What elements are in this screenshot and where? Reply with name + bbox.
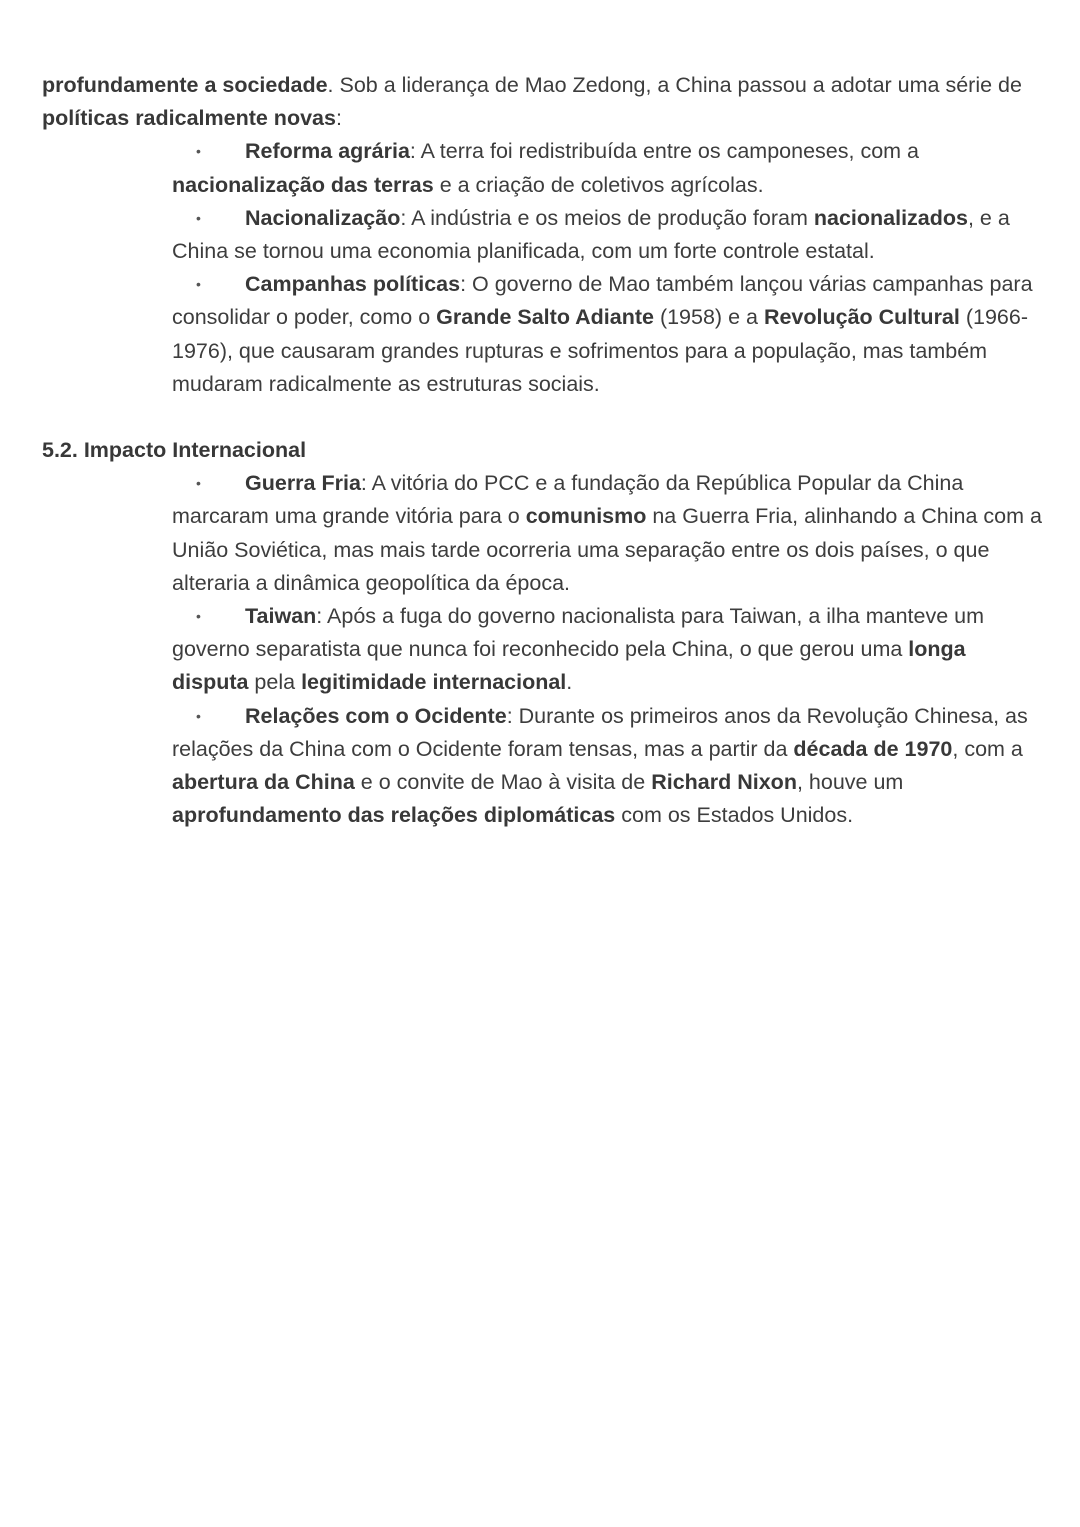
bold-text: políticas radicalmente novas bbox=[42, 106, 336, 131]
list-item-campanhas-politicas bbox=[42, 268, 1042, 401]
text: : A vitória do PCC e a fundação da República Popular da China marcaram uma grande vitória para o bbox=[172, 471, 964, 529]
list-item-taiwan bbox=[42, 600, 1042, 700]
list-item-text bbox=[172, 206, 1010, 263]
text: , houve um bbox=[796, 770, 904, 795]
text: (1958) e a bbox=[653, 305, 764, 330]
intro-paragraph bbox=[42, 69, 1042, 135]
text: : Após a fuga do governo nacionalista para Taiwan, a ilha manteve um governo separatista que nunca foi reconhecido pela China, o que gerou uma bbox=[172, 604, 985, 662]
bold-text: década de 1970 bbox=[793, 736, 953, 761]
bold-text: Guerra Fria bbox=[245, 471, 361, 496]
list-item-text bbox=[172, 704, 1028, 828]
domestic-policies-list bbox=[42, 135, 1042, 401]
text: , com a bbox=[952, 736, 1023, 761]
bold-text: profundamente a sociedade bbox=[42, 73, 328, 97]
list-item-nacionalizacao bbox=[42, 202, 1042, 268]
text: com os Estados Unidos. bbox=[615, 803, 854, 828]
list-item-reforma-agraria bbox=[42, 135, 1042, 201]
text: : A indústria e os meios de produção foram bbox=[400, 205, 814, 230]
list-item-text bbox=[172, 272, 1033, 396]
bold-text: nacionalizados bbox=[813, 205, 968, 230]
bold-text: Richard Nixon bbox=[651, 770, 797, 795]
bold-text: longa disputa bbox=[172, 637, 966, 695]
text: , e a China se tornou uma economia planificada, com um forte controle estatal. bbox=[172, 205, 1010, 264]
list-item-text bbox=[172, 139, 919, 196]
bullet-icon: • bbox=[196, 707, 201, 724]
bullet-icon: • bbox=[196, 209, 201, 226]
bullet-icon: • bbox=[196, 143, 201, 160]
text: . Sob a liderança de Mao Zedong, a China passou a adotar uma série de bbox=[327, 73, 1022, 97]
list-item-text bbox=[172, 471, 1042, 595]
text: e a criação de coletivos agrícolas. bbox=[433, 172, 764, 197]
list-item-relacoes-ocidente bbox=[42, 700, 1042, 833]
bold-text: Grande Salto Adiante bbox=[436, 305, 654, 330]
bold-text: Nacionalização bbox=[245, 205, 401, 230]
list-item-text bbox=[172, 604, 984, 694]
text: . bbox=[566, 670, 573, 695]
bold-text: Reforma agrária bbox=[245, 139, 410, 164]
document-page bbox=[42, 69, 1042, 832]
bullet-icon: • bbox=[196, 276, 201, 293]
section-spacer bbox=[42, 401, 1042, 434]
bold-text: aprofundamento das relações diplomáticas bbox=[172, 803, 616, 828]
bold-text: abertura da China bbox=[172, 770, 355, 795]
bold-text: Taiwan bbox=[245, 604, 317, 629]
international-impact-list bbox=[42, 467, 1042, 832]
bold-text: Campanhas políticas bbox=[245, 272, 461, 297]
list-item-guerra-fria bbox=[42, 467, 1042, 600]
bold-text: legitimidade internacional bbox=[301, 670, 567, 695]
bold-text: comunismo bbox=[525, 504, 647, 529]
text: (1966-1976), que causaram grandes rupturas e sofrimentos para a população, mas também mudaram radicalmente as estruturas sociais. bbox=[172, 305, 1028, 396]
text: : Durante os primeiros anos da Revolução Chinesa, as relações da China com o Ocidente foram tensas, mas a partir da bbox=[172, 703, 1028, 761]
bold-text: nacionalização das terras bbox=[172, 172, 434, 197]
text: e o convite de Mao à visita de bbox=[354, 770, 652, 795]
text: : A terra foi redistribuída entre os camponeses, com a bbox=[409, 139, 919, 164]
bold-text: Relações com o Ocidente bbox=[245, 703, 507, 728]
section-heading: 5.2. Impacto Internacional bbox=[42, 438, 307, 463]
text: pela bbox=[248, 670, 302, 695]
text: : bbox=[335, 106, 342, 131]
bold-text: Revolução Cultural bbox=[763, 305, 960, 330]
bullet-icon: • bbox=[196, 475, 201, 492]
text: na Guerra Fria, alinhando a China com a União Soviética, mas mais tarde ocorreria uma separação entre os dois países, o que alteraria a dinâmica geopolítica da época. bbox=[172, 504, 1042, 595]
text: : O governo de Mao também lançou várias campanhas para consolidar o poder, como o bbox=[172, 272, 1033, 330]
bullet-icon: • bbox=[196, 608, 201, 625]
